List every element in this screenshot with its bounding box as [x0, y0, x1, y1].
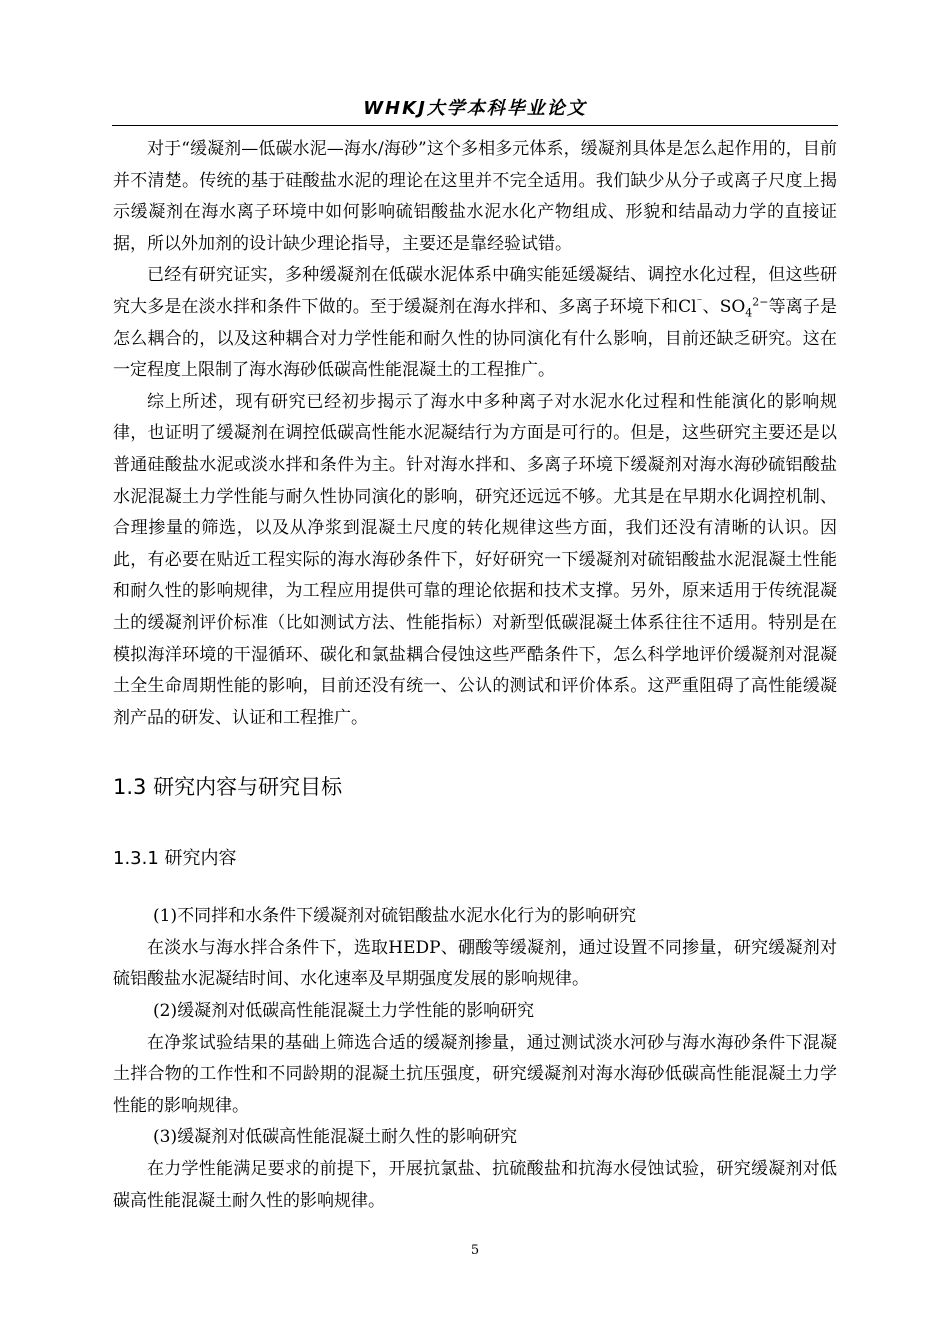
item-3-body: 在力学性能满足要求的前提下，开展抗氯盐、抗硫酸盐和抗海水侵蚀试验，研究缓凝剂对低碳高性能混凝土耐久性的影响规律。: [113, 1159, 837, 1211]
item-1-heading: (1)不同拌和水条件下缓凝剂对硫铝酸盐水泥水化行为的影响研究: [153, 906, 637, 927]
paragraph-2-part-b: 等离子是怎么耦合的，以及这种耦合对力学性能和耐久性的协同演化有什么影响，目前还缺乏研究。这在一定程度上限制了海水海砂低碳高性能混凝土的工程推广。: [113, 296, 838, 381]
item-2-heading: (2)缓凝剂对低碳高性能混凝土力学性能的影响研究: [153, 1001, 535, 1022]
paragraph-2: [113, 260, 837, 386]
subsection-heading: 1.3.1 研究内容: [113, 848, 237, 870]
section-heading: 1.3 研究内容与研究目标: [113, 775, 343, 800]
ion-separator: 、SO: [702, 296, 746, 317]
item-2-body: 在净浆试验结果的基础上筛选合适的缓凝剂掺量，通过测试淡水河砂与海水海砂条件下混凝土拌合物的工作性和不同龄期的混凝土抗压强度，研究缓凝剂对海水海砂低碳高性能混凝土力学性能的影响规律。: [113, 1032, 837, 1116]
paragraph-3: 综上所述，现有研究已经初步揭示了海水中多种离子对水泥水化过程和性能演化的影响规律，也证明了缓凝剂在调控低碳高性能水泥凝结行为方面是可行的。但是，这些研究主要还是以普通硅酸盐水泥或淡水拌和条件为主。针对海水拌和、多离子环境下缓凝剂对海水海砂硫铝酸盐水泥混凝土力学性能与耐久性协同演化的影响，研究还远远不够。尤其是在早期水化调控机制、合理掺量的筛选，以及从净浆到混凝土尺度的转化规律这些方面，我们还没有清晰的认识。因此，有必要在贴近工程实际的海水海砂条件下，好好研究一下缓凝剂对硫铝酸盐水泥混凝土性能和耐久性的影响规律，为工程应用提供可靠的理论依据和技术支撑。另外，原来适用于传统混凝土的缓凝剂评价标准（比如测试方法、性能指标）对新型低碳混凝土体系往往不适用。特别是在模拟海洋环境的干湿循环、碳化和氯盐耦合侵蚀这些严酷条件下，怎么科学地评价缓凝剂对混凝土全生命周期性能的影响，目前还没有统一、公认的测试和评价体系。这严重阻碍了高性能缓凝剂产品的研发、认证和工程推广。: [113, 391, 837, 728]
sulfate-subscript: 4: [745, 306, 753, 320]
chloride-symbol: Cl: [678, 296, 697, 317]
item-1-body: 在淡水与海水拌合条件下，选取HEDP、硼酸等缓凝剂，通过设置不同掺量，研究缓凝剂对硫铝酸盐水泥凝结时间、水化速率及早期强度发展的影响规律。: [113, 937, 837, 990]
body-text: [113, 134, 837, 1217]
running-header: WHKJ大学本科毕业论文: [363, 98, 587, 119]
sulfate-charge: 2−: [752, 295, 769, 309]
paragraph-2-part-a: 已经有研究证实，多种缓凝剂在低碳水泥体系中确实能延缓凝结、调控水化过程，但这些研究大多是在淡水拌和条件下做的。至于缓凝剂在海水拌和、多离子环境下和: [113, 265, 837, 317]
page-number: 5: [470, 1243, 480, 1258]
paragraph-1: 对于“缓凝剂—低碳水泥—海水/海砂”这个多相多元体系，缓凝剂具体是怎么起作用的，目前并不清楚。传统的基于硅酸盐水泥的理论在这里并不完全适用。我们缺少从分子或离子尺度上揭示缓凝剂在海水离子环境中如何影响硫铝酸盐水泥水化产物组成、形貌和结晶动力学的直接证据，所以外加剂的设计缺少理论指导，主要还是靠经验试错。: [113, 139, 837, 254]
item-3-heading: (3)缓凝剂对低碳高性能混凝土耐久性的影响研究: [153, 1127, 518, 1148]
header-rule: [112, 125, 838, 126]
chloride-charge: ⁻: [696, 295, 703, 309]
